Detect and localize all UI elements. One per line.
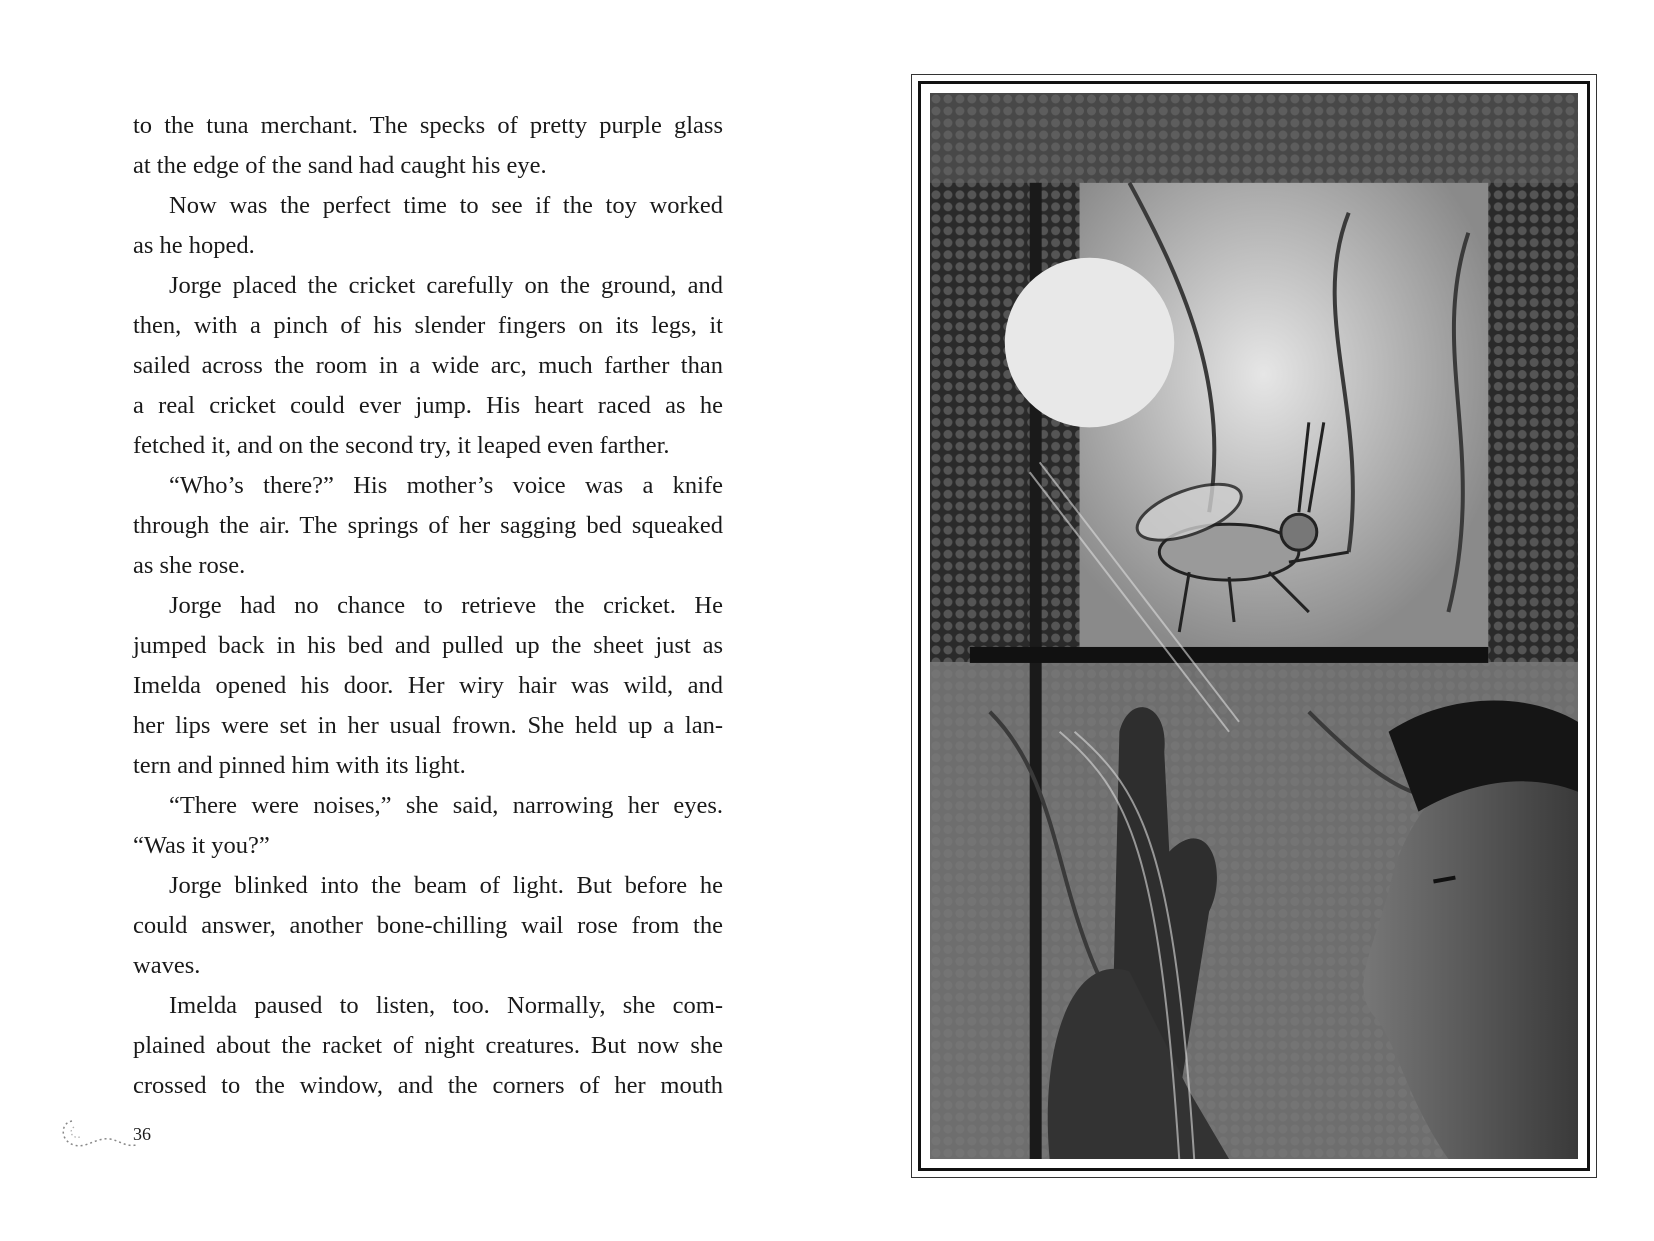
text-line: jumped back in his bed and pulled up the sheet just as — [133, 632, 723, 659]
text-line: “Who’s there?” His mother’s voice was a knife — [169, 472, 723, 499]
text-line: through the air. The springs of her sagging bed squeaked — [133, 512, 723, 539]
text-line: Jorge blinked into the beam of light. But before he — [169, 872, 723, 899]
text-line: as he hoped. — [133, 232, 255, 259]
body-text — [133, 106, 723, 1106]
text-line: “There were noises,” she said, narrowing her eyes. — [169, 792, 723, 819]
text-line: at the edge of the sand had caught his eye. — [133, 152, 547, 179]
swirl-ornament-icon — [60, 1115, 140, 1155]
page-number: 36 — [133, 1124, 151, 1144]
illustration-frame — [911, 74, 1597, 1178]
text-line: Imelda opened his door. Her wiry hair was wild, and — [133, 672, 723, 699]
text-line: a real cricket could ever jump. His heart raced as he — [133, 392, 723, 419]
text-line: Imelda paused to listen, too. Normally, she com- — [169, 992, 723, 1019]
text-line: could answer, another bone-chilling wail rose from the — [133, 912, 723, 939]
text-line: crossed to the window, and the corners of her mouth — [133, 1072, 723, 1099]
text-line: fetched it, and on the second try, it leaped even farther. — [133, 432, 670, 459]
text-line: sailed across the room in a wide arc, much farther than — [133, 352, 723, 379]
text-line: waves. — [133, 952, 201, 979]
text-line: “Was it you?” — [133, 832, 270, 859]
text-line: then, with a pinch of his slender fingers on its legs, it — [133, 312, 723, 339]
text-line: as she rose. — [133, 552, 246, 579]
text-line: to the tuna merchant. The specks of pretty purple glass — [133, 112, 723, 139]
text-line: plained about the racket of night creatures. But now she — [133, 1032, 723, 1059]
illustration — [930, 93, 1578, 1159]
text-line: Now was the perfect time to see if the toy worked — [169, 192, 723, 219]
text-line: her lips were set in her usual frown. She held up a lan- — [133, 712, 723, 739]
text-line: Jorge had no chance to retrieve the cricket. He — [169, 592, 723, 619]
text-line: Jorge placed the cricket carefully on the ground, and — [169, 272, 723, 299]
text-line: tern and pinned him with its light. — [133, 752, 466, 779]
